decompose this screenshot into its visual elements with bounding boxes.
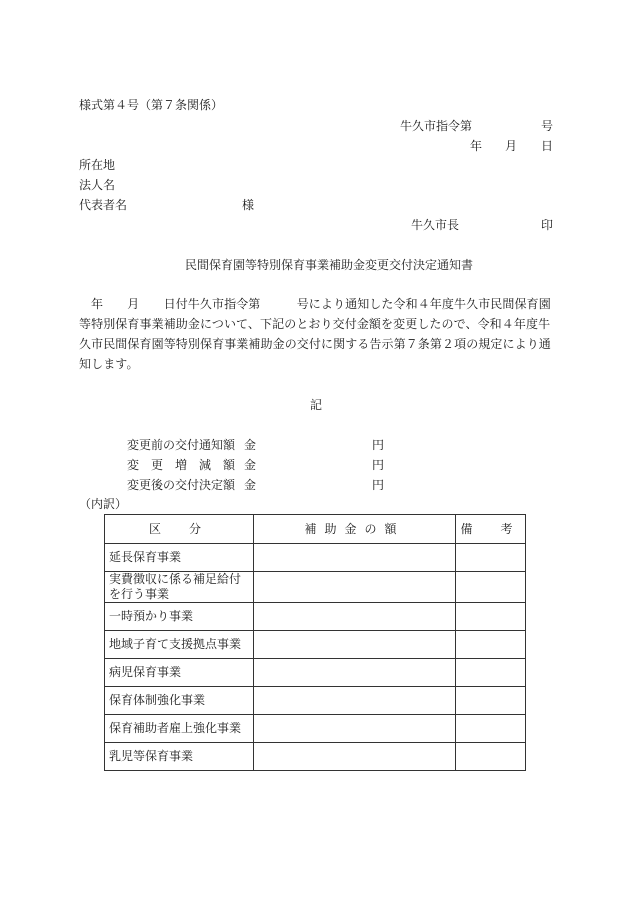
form-number: 様式第４号（第７条関係） (79, 98, 224, 112)
row-remarks-cell[interactable] (456, 715, 526, 743)
breakdown-table (104, 514, 526, 771)
issue-number-prefix: 牛久市指令第 (400, 119, 473, 133)
row-category: 地域子育て支援拠点事業 (105, 631, 254, 659)
row-amount-cell[interactable] (254, 715, 456, 743)
row-category: 一時預かり事業 (105, 603, 254, 631)
date-month: 月 (505, 139, 518, 153)
row-remarks-cell[interactable] (456, 544, 526, 572)
amount-prefix: 金 (244, 478, 257, 492)
table-row (105, 687, 526, 715)
table-row (105, 743, 526, 771)
issuer-name: 牛久市長 (411, 218, 460, 232)
document-title: 民間保育園等特別保育事業補助金変更交付決定通知書 (185, 258, 474, 272)
row-category: 保育体制強化事業 (105, 687, 254, 715)
row-category: 延長保育事業 (105, 544, 254, 572)
row-remarks-cell[interactable] (456, 631, 526, 659)
amount-unit: 円 (372, 478, 385, 492)
date-day: 日 (541, 139, 554, 153)
row-amount-cell[interactable] (254, 687, 456, 715)
table-header-row (105, 515, 526, 544)
body-paragraph: 年 月 日付牛久市指令第 号により通知した令和４年度牛久市民間保育園等特別保育事業補助金について、下記のとおり交付金額を変更したので、令和４年度牛久市民間保育園等特別保育事業補助金の交付に関する告示第７条第２項の規定により通知します。 (79, 297, 551, 371)
date-year: 年 (470, 139, 483, 153)
row-remarks-cell[interactable] (456, 687, 526, 715)
amount-unit: 円 (372, 438, 385, 452)
row-amount-cell[interactable] (254, 659, 456, 687)
ki-heading: 記 (310, 398, 323, 412)
column-header-category: 区 分 (105, 515, 254, 544)
amount-label: 変更後の交付決定額 (127, 478, 236, 492)
row-amount-cell[interactable] (254, 743, 456, 771)
row-amount-cell[interactable] (254, 544, 456, 572)
row-amount-cell[interactable] (254, 603, 456, 631)
address-label: 所在地 (79, 158, 116, 172)
row-amount-cell[interactable] (254, 572, 456, 603)
amount-unit: 円 (372, 458, 385, 472)
row-remarks-cell[interactable] (456, 659, 526, 687)
row-remarks-cell[interactable] (456, 743, 526, 771)
amount-label: 変更前の交付通知額 (127, 438, 236, 452)
amount-prefix: 金 (244, 458, 257, 472)
table-row (105, 715, 526, 743)
table-row (105, 659, 526, 687)
breakdown-label: （内訳） (79, 497, 128, 511)
corporation-label: 法人名 (79, 178, 116, 192)
honorific-sama: 様 (242, 198, 255, 212)
amount-label: 変 更 増 減 額 (127, 458, 236, 472)
seal-mark: 印 (541, 218, 554, 232)
amount-prefix: 金 (244, 438, 257, 452)
row-category: 病児保育事業 (105, 659, 254, 687)
column-header-remarks: 備 考 (456, 515, 526, 544)
table-row (105, 544, 526, 572)
issue-number-suffix: 号 (541, 119, 554, 133)
row-category: 乳児等保育事業 (105, 743, 254, 771)
row-remarks-cell[interactable] (456, 572, 526, 603)
table-row (105, 572, 526, 603)
row-category: 実費徴収に係る補足給付を行う事業 (105, 572, 254, 603)
row-remarks-cell[interactable] (456, 603, 526, 631)
table-row (105, 603, 526, 631)
representative-label: 代表者名 (79, 198, 128, 212)
row-amount-cell[interactable] (254, 631, 456, 659)
column-header-amount: 補助金の額 (254, 515, 456, 544)
table-row (105, 631, 526, 659)
row-category: 保育補助者雇上強化事業 (105, 715, 254, 743)
